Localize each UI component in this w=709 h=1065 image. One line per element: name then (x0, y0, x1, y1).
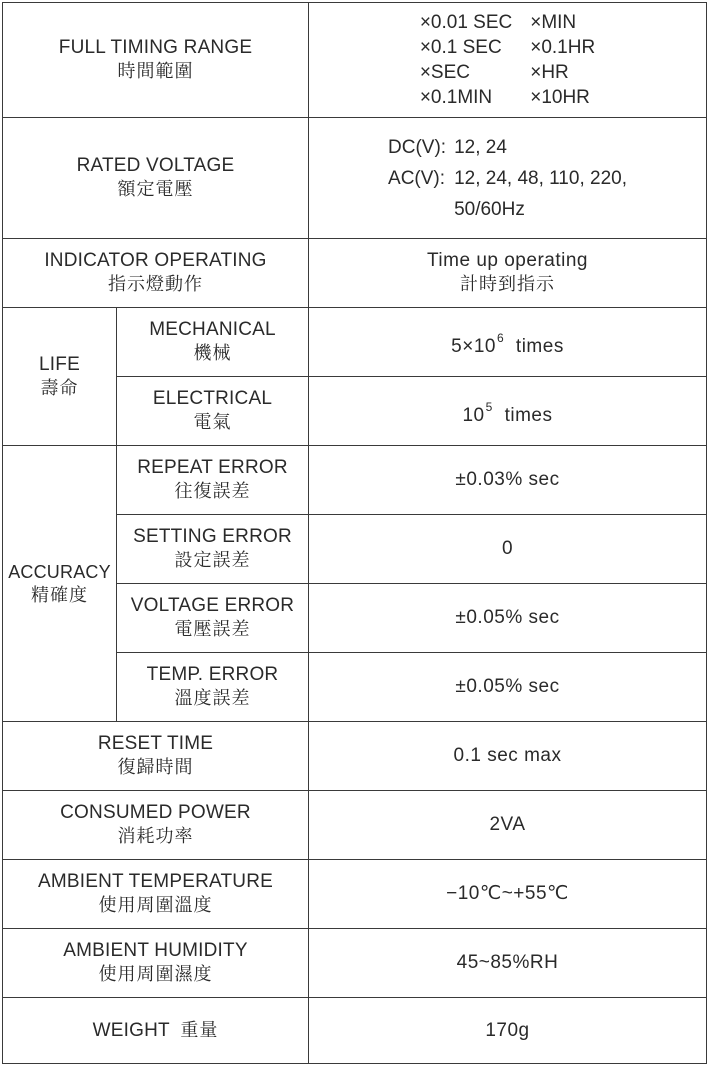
label-en: WEIGHT (92, 1019, 170, 1041)
value-ambient-humidity (309, 929, 707, 998)
label-zh: 消耗功率 (117, 826, 194, 847)
value-unit: times (515, 335, 564, 357)
value-unit: times (504, 404, 553, 426)
label-zh: 機械 (193, 343, 232, 364)
label-en: ACCURACY (8, 561, 111, 582)
label-en: RATED VOLTAGE (76, 155, 235, 176)
label-zh: 精確度 (31, 584, 88, 606)
label-zh: 壽命 (40, 377, 79, 399)
row-life-mechanical (3, 308, 707, 377)
label-en: REPEAT ERROR (137, 457, 288, 478)
label-accuracy (3, 446, 117, 722)
value-reset-time (309, 722, 707, 791)
label-en: LIFE (39, 353, 80, 375)
value-setting-error (309, 515, 707, 584)
value-en: Time up operating (427, 250, 588, 271)
label-zh: 使用周圍溫度 (98, 895, 213, 916)
value-text: ±0.05% sec (455, 676, 560, 697)
row-rated-voltage (3, 118, 707, 239)
range-item: ×SEC (419, 62, 470, 83)
mechanical-life-value (309, 326, 706, 359)
value-text: ±0.03% sec (455, 469, 560, 490)
label-voltage-error (117, 584, 309, 653)
label-zh: 額定電壓 (117, 179, 194, 200)
label-weight (3, 998, 309, 1064)
value-text: 0 (501, 538, 514, 559)
label-temp-error (117, 653, 309, 722)
label-electrical (117, 377, 309, 446)
label-reset-time (3, 722, 309, 791)
label-en: AMBIENT HUMIDITY (63, 940, 248, 961)
range-item: ×MIN (530, 12, 577, 33)
value-full-timing-range (309, 3, 707, 118)
dc-label: DC(V): (388, 136, 447, 158)
range-item: ×0.1 SEC (419, 37, 502, 58)
range-item: ×10HR (530, 87, 590, 108)
ac-value: 12, 24, 48, 110, 220, (454, 167, 627, 189)
row-reset-time (3, 722, 707, 791)
row-full-timing-range (3, 3, 707, 118)
value-text: −10℃~+55℃ (446, 883, 569, 904)
label-indicator-operating (3, 239, 309, 308)
range-item: ×HR (530, 62, 569, 83)
timing-range-list (420, 10, 595, 110)
dc-value: 12, 24 (454, 136, 507, 158)
row-ambient-humidity (3, 929, 707, 998)
voltage-list (388, 132, 627, 225)
value-consumed-power (309, 791, 707, 860)
row-consumed-power (3, 791, 707, 860)
value-base: 10 (462, 404, 485, 426)
label-zh: 使用周圍濕度 (98, 964, 213, 985)
spec-table (2, 2, 707, 1064)
ac-label: AC(V): (388, 167, 446, 189)
label-zh: 復歸時間 (117, 757, 194, 778)
label-life (3, 308, 117, 446)
electrical-life-value (309, 395, 706, 428)
label-en: ELECTRICAL (152, 388, 273, 409)
value-temp-error (309, 653, 707, 722)
label-en: MECHANICAL (149, 319, 276, 340)
value-voltage-error (309, 584, 707, 653)
label-en: AMBIENT TEMPERATURE (37, 871, 273, 892)
range-item: ×0.1HR (530, 37, 596, 58)
value-base: 5×10 (451, 335, 496, 357)
value-text: 45~85%RH (456, 952, 559, 973)
label-en: TEMP. ERROR (146, 664, 279, 685)
label-en: VOLTAGE ERROR (130, 595, 295, 616)
label-rated-voltage (3, 118, 309, 239)
value-zh: 計時到指示 (460, 274, 555, 295)
value-text: ±0.05% sec (455, 607, 560, 628)
label-full-timing-range (3, 3, 309, 118)
label-zh: 重量 (180, 1019, 219, 1041)
label-en: FULL TIMING RANGE (58, 37, 253, 58)
label-consumed-power (3, 791, 309, 860)
label-zh: 設定誤差 (174, 550, 251, 571)
range-item: ×0.1MIN (419, 87, 493, 108)
label-en: CONSUMED POWER (60, 802, 251, 823)
label-zh: 指示燈動作 (108, 274, 203, 295)
value-repeat-error (309, 446, 707, 515)
value-text: 0.1 sec max (453, 745, 562, 766)
label-ambient-temperature (3, 860, 309, 929)
value-exponent: 6 (496, 330, 505, 345)
range-item: ×0.01 SEC (419, 12, 513, 33)
label-zh: 往復誤差 (174, 481, 251, 502)
label-zh: 溫度誤差 (174, 688, 251, 709)
value-exponent: 5 (485, 399, 493, 414)
value-text: 2VA (489, 814, 526, 835)
label-en: INDICATOR OPERATING (44, 250, 267, 271)
value-mechanical (309, 308, 707, 377)
value-indicator-operating (309, 239, 707, 308)
label-setting-error (117, 515, 309, 584)
label-zh: 時間範圍 (117, 61, 194, 82)
value-text: 170g (485, 1019, 530, 1041)
value-weight (309, 998, 707, 1064)
row-accuracy-repeat (3, 446, 707, 515)
label-en: RESET TIME (97, 733, 214, 754)
value-ambient-temperature (309, 860, 707, 929)
label-mechanical (117, 308, 309, 377)
row-weight (3, 998, 707, 1064)
row-indicator-operating (3, 239, 707, 308)
value-electrical (309, 377, 707, 446)
label-repeat-error (117, 446, 309, 515)
label-ambient-humidity (3, 929, 309, 998)
ac-value-cont: 50/60Hz (454, 198, 525, 220)
value-rated-voltage (309, 118, 707, 239)
label-zh: 電氣 (193, 412, 232, 433)
label-en: SETTING ERROR (133, 526, 292, 547)
label-zh: 電壓誤差 (174, 619, 251, 640)
row-ambient-temperature (3, 860, 707, 929)
